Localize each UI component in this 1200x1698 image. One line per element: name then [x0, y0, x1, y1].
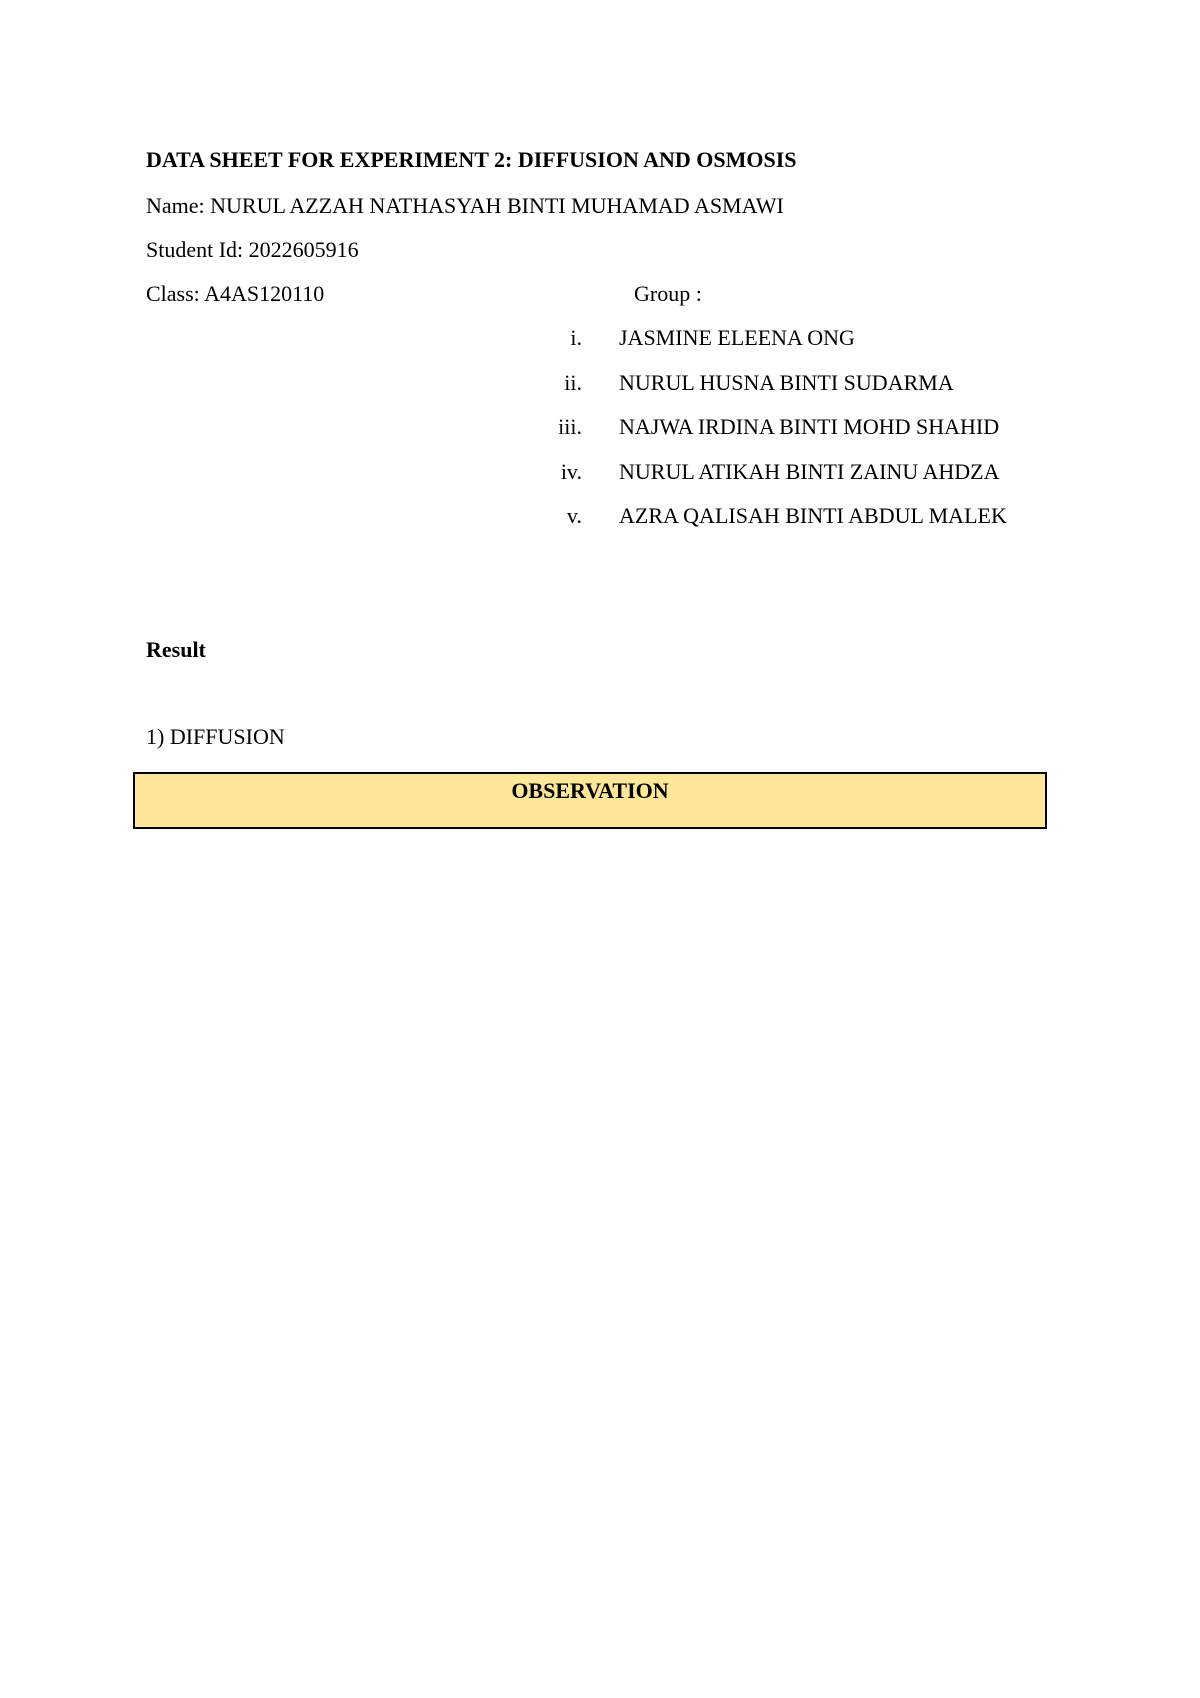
student-name: Name: NURUL AZZAH NATHASYAH BINTI MUHAMAD ASMAWI	[146, 193, 784, 218]
observation-header: OBSERVATION	[511, 778, 669, 803]
student-id: Student Id: 2022605916	[146, 237, 359, 262]
list-item	[500, 414, 1060, 459]
result-heading: Result	[146, 637, 206, 662]
list-item	[500, 370, 1060, 415]
list-item	[500, 503, 1060, 548]
group-label: Group :	[634, 281, 702, 306]
group-member-list	[500, 325, 1060, 548]
list-item	[500, 459, 1060, 504]
list-item-number: v.	[566, 503, 582, 528]
section-diffusion-label: 1) DIFFUSION	[146, 724, 285, 749]
list-item-number: iv.	[560, 458, 582, 484]
list-item	[500, 325, 1060, 370]
list-item-number: iii.	[558, 414, 582, 439]
document-title: DATA SHEET FOR EXPERIMENT 2: DIFFUSION AND OSMOSIS	[146, 147, 797, 172]
list-item-name: NAJWA IRDINA BINTI MOHD SHAHID	[619, 414, 1000, 439]
list-item-number: ii.	[564, 369, 582, 395]
observation-table	[133, 772, 1047, 829]
class-code: Class: A4AS120110	[146, 281, 325, 306]
list-item-name: NURUL ATIKAH BINTI ZAINU AHDZA	[619, 458, 1000, 484]
list-item-name: NURUL HUSNA BINTI SUDARMA	[619, 369, 954, 395]
list-item-name: JASMINE ELEENA ONG	[619, 325, 855, 350]
list-item-number: i.	[570, 325, 582, 350]
list-item-name: AZRA QALISAH BINTI ABDUL MALEK	[619, 503, 1007, 528]
